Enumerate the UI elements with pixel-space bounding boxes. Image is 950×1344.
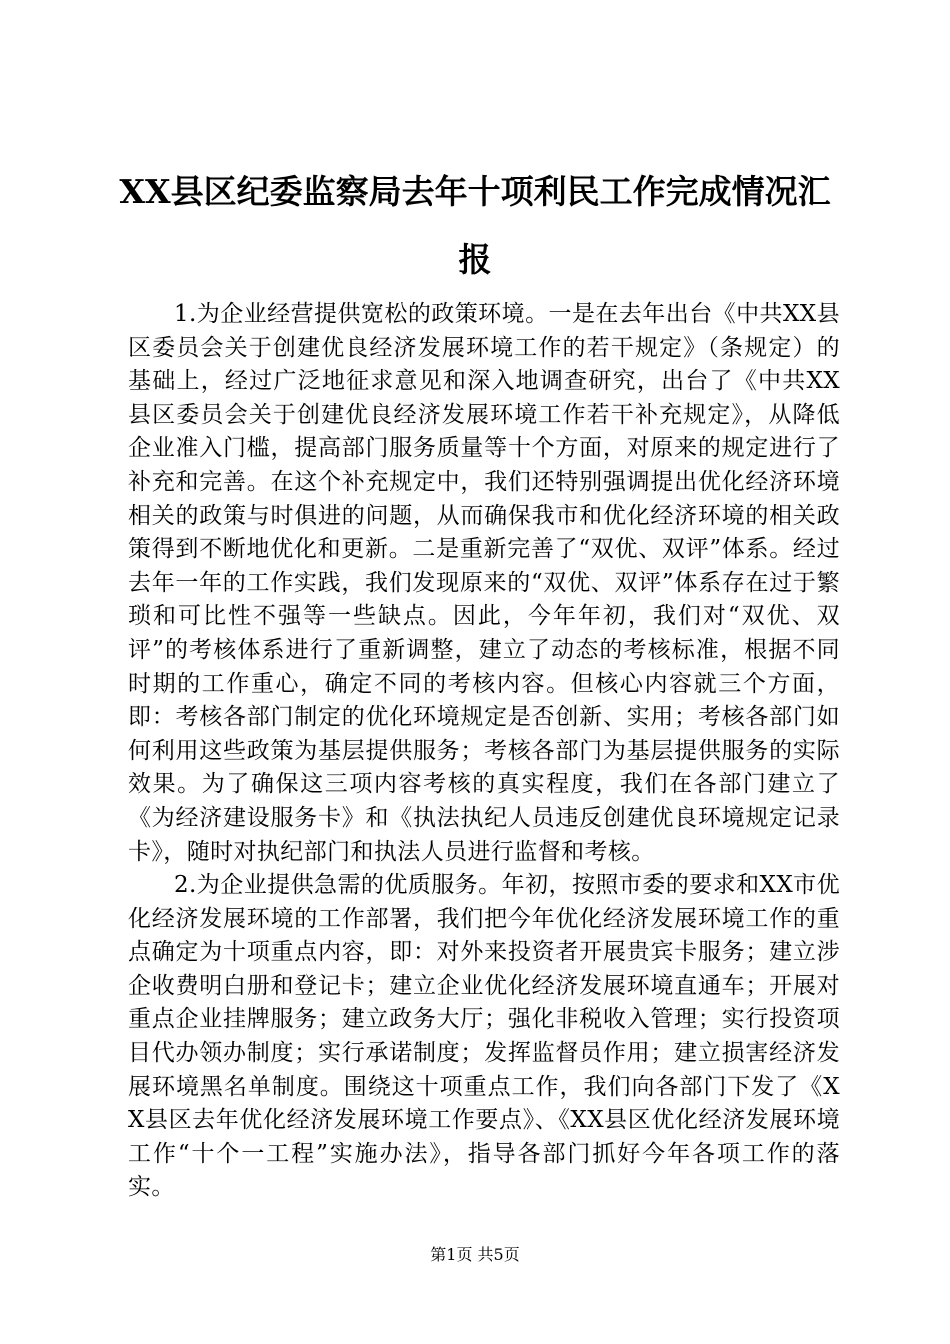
page-footer: 第1页 共5页: [430, 1245, 520, 1264]
document-body: [128, 298, 840, 1205]
paragraph-2: 2.为企业提供急需的优质服务。年初，按照市委的要求和XX市优化经济发展环境的工作部署，我们把今年优化经济发展环境工作的重点确定为十项重点内容，即：对外来投资者开展贵宾卡服务；建立涉企收费明白册和登记卡；建立企业优化经济发展环境直通车；开展对重点企业挂牌服务；建立政务大厅；强化非税收入管理；实行投资项目代办领办制度；实行承诺制度；发挥监督员作用；建立损害经济发展环境黑名单制度。围绕这十项重点工作，我们向各部门下发了《XX县区去年优化经济发展环境工作要点》、《XX县区优化经济发展环境工作“十个一工程”实施办法》，指导各部门抓好今年各项工作的落实。: [128, 872, 840, 1201]
document-title: XX县区纪委监察局去年十项利民工作完成情况汇报: [119, 172, 831, 279]
paragraph-1: 1.为企业经营提供宽松的政策环境。一是在去年出台《中共XX县区委员会关于创建优良经济发展环境工作的若干规定》（条规定）的基础上，经过广泛地征求意见和深入地调查研究，出台了《中共XX县区委员会关于创建优良经济发展环境工作若干补充规定》，从降低企业准入门槛，提高部门服务质量等十个方面，对原来的规定进行了补充和完善。在这个补充规定中，我们还特别强调提出优化经济环境相关的政策与时俱进的问题，从而确保我市和优化经济环境的相关政策得到不断地优化和更新。二是重新完善了“双优、双评”体系。经过去年一年的工作实践，我们发现原来的“双优、双评”体系存在过于繁琐和可比性不强等一些缺点。因此，今年年初，我们对“双优、双评”的考核体系进行了重新调整，建立了动态的考核标准，根据不同时期的工作重心，确定不同的考核内容。但核心内容就三个方面，即：考核各部门制定的优化环境规定是否创新、实用；考核各部门如何利用这些政策为基层提供服务；考核各部门为基层提供服务的实际效果。为了确保这三项内容考核的真实程度，我们在各部门建立了《为经济建设服务卡》和《执法执纪人员违反创建优良环境规定记录卡》，随时对执纪部门和执法人员进行监督和考核。: [128, 301, 840, 865]
